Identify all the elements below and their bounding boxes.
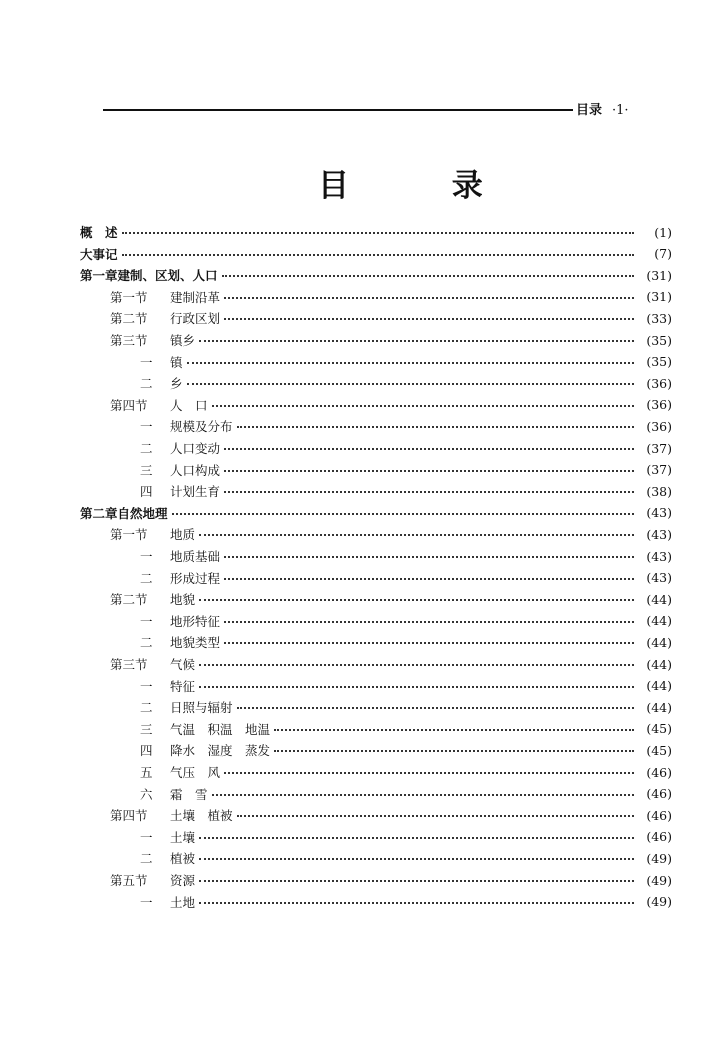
toc-entry[interactable] [140, 352, 672, 372]
toc-entry-title: 自然地理 [117, 505, 168, 521]
toc-entry-number: 二 [140, 635, 153, 651]
toc-entry-title: 概 述 [80, 225, 118, 240]
toc-entry[interactable] [80, 265, 672, 285]
toc-entry-page: (46) [646, 764, 672, 780]
toc-entry[interactable] [140, 481, 672, 501]
toc-entry-title: 人 口 [170, 397, 208, 413]
toc-entry-title: 镇乡 [170, 333, 196, 348]
toc-entry[interactable] [140, 632, 672, 652]
dot-leader [122, 254, 634, 256]
dot-leader [224, 491, 634, 493]
toc-entry[interactable] [140, 827, 672, 847]
toc-entry-number: 第三节 [110, 333, 148, 348]
dot-leader [199, 902, 634, 904]
toc-entry-page: (49) [646, 894, 672, 910]
toc-entry-number: 一 [140, 894, 153, 910]
toc-entry-number: 四 [140, 743, 153, 759]
toc-entry[interactable] [110, 308, 672, 328]
toc-entry-number: 第一节 [110, 527, 148, 543]
toc-entry-title: 土地 [170, 894, 196, 910]
toc-entry-title: 大事记 [80, 246, 118, 262]
toc-entry-number: 第三节 [110, 657, 148, 672]
dot-leader [224, 578, 634, 580]
header-page-number: ·1· [612, 103, 629, 118]
dot-leader [199, 880, 634, 882]
toc-entry[interactable] [140, 892, 672, 912]
toc-entry-page: (44) [646, 678, 672, 694]
toc-entry-page: (43) [646, 570, 672, 586]
toc-entry-page: (1) [654, 224, 672, 240]
toc-entry-number: 二 [140, 441, 153, 456]
toc-entry-number: 一 [140, 678, 153, 694]
dot-leader [224, 448, 634, 450]
toc-entry-page: (46) [646, 786, 672, 802]
toc-entry-page: (43) [646, 505, 672, 521]
toc-entry-title: 资源 [170, 873, 196, 888]
toc-entry-number: 一 [140, 419, 153, 435]
toc-entry-page: (44) [646, 591, 672, 607]
dot-leader [212, 794, 634, 796]
toc-entry-title: 乡 [170, 376, 183, 392]
toc-entry[interactable] [110, 524, 672, 544]
toc-entry[interactable] [140, 438, 672, 458]
toc-entry[interactable] [80, 244, 672, 264]
toc-entry[interactable] [140, 568, 672, 588]
header-section-label: 目录 [576, 103, 603, 118]
toc-entry-number: 二 [140, 570, 153, 586]
toc-entry-page: (45) [646, 742, 672, 758]
toc-entry-page: (35) [646, 332, 672, 348]
toc-entry-page: (45) [646, 721, 672, 737]
dot-leader [187, 362, 634, 364]
dot-leader [199, 599, 634, 601]
toc-entry[interactable] [140, 546, 672, 566]
toc-entry-number: 二 [140, 376, 153, 392]
toc-entry-title: 地质 [170, 527, 196, 543]
toc-entry-page: (44) [646, 656, 672, 672]
toc-entry-title: 地形特征 [170, 613, 221, 629]
toc-entry-title: 地貌 [170, 592, 196, 608]
toc-entry-page: (36) [646, 397, 672, 413]
toc-entry-page: (46) [646, 829, 672, 845]
toc-entry-number: 第二章 [80, 505, 118, 521]
toc-entry-title: 气候 [170, 657, 196, 672]
toc-entry-title: 规模及分布 [170, 419, 233, 435]
dot-leader [224, 470, 634, 472]
toc-entry-title: 植被 [170, 851, 196, 867]
toc-entry-page: (31) [646, 289, 672, 305]
toc-entry-page: (49) [646, 872, 672, 888]
toc-entry-number: 第二节 [110, 592, 148, 608]
toc-entry-title: 行政区划 [170, 311, 221, 327]
toc-entry-title: 降水 湿度 蒸发 [170, 743, 271, 759]
toc-entry-title: 日照与辐射 [170, 700, 233, 716]
toc-entry[interactable] [140, 740, 672, 760]
dot-leader [199, 340, 634, 342]
dot-leader [199, 858, 634, 860]
toc-entry[interactable] [140, 676, 672, 696]
toc-entry[interactable] [140, 460, 672, 480]
toc-entry[interactable] [140, 719, 672, 739]
toc-entry-page: (7) [654, 246, 672, 262]
dot-leader [237, 426, 634, 428]
dot-leader [199, 686, 634, 688]
toc-entry-number: 一 [140, 354, 153, 370]
toc-entry-number: 六 [140, 786, 153, 802]
toc-entry-number: 五 [140, 765, 153, 780]
toc-entry-page: (44) [646, 699, 672, 715]
toc-entry[interactable] [110, 589, 672, 609]
toc-entry-title: 人口变动 [170, 441, 221, 456]
toc-entry-number: 一 [140, 549, 153, 564]
page-title: 目 录 [318, 168, 529, 204]
toc-entry-number: 第五节 [110, 873, 148, 888]
toc-entry-title: 计划生育 [170, 484, 221, 500]
dot-leader [222, 275, 634, 277]
toc-entry[interactable] [110, 805, 672, 825]
toc-entry-title: 霜 雪 [170, 786, 208, 802]
toc-entry-page: (43) [646, 526, 672, 542]
toc-entry-title: 镇 [170, 354, 183, 370]
dot-leader [212, 405, 634, 407]
toc-entry-title: 地质基础 [170, 549, 221, 564]
dot-leader [224, 318, 634, 320]
toc-entry[interactable] [110, 330, 672, 350]
dot-leader [172, 513, 634, 515]
dot-leader [237, 815, 634, 817]
toc-entry-number: 一 [140, 829, 153, 845]
toc-entry-title: 土壤 [170, 829, 196, 845]
toc-entry[interactable] [110, 395, 672, 415]
dot-leader [274, 750, 634, 752]
toc-entry-number: 第一节 [110, 289, 148, 305]
toc-entry-title: 气温 积温 地温 [170, 721, 271, 737]
toc-entry-number: 第一章 [80, 268, 118, 284]
toc-entry[interactable] [140, 611, 672, 631]
toc-entry[interactable] [140, 373, 672, 393]
toc-entry[interactable] [80, 222, 672, 242]
dot-leader [199, 664, 634, 666]
dot-leader [187, 383, 634, 385]
toc-entry-page: (33) [646, 310, 672, 326]
toc-entry[interactable] [140, 762, 672, 782]
toc-entry-page: (49) [646, 850, 672, 866]
toc-entry-page: (36) [646, 375, 672, 391]
dot-leader [224, 642, 634, 644]
dot-leader [122, 232, 634, 234]
dot-leader [199, 837, 634, 839]
toc-entry-number: 一 [140, 613, 153, 629]
toc-entry-number: 第四节 [110, 808, 148, 824]
toc-entry-page: (44) [646, 613, 672, 629]
toc-entry[interactable] [110, 870, 672, 890]
toc-entry-title: 人口构成 [170, 462, 221, 478]
toc-entry-page: (37) [646, 462, 672, 478]
toc-entry-page: (38) [646, 483, 672, 499]
dot-leader [274, 729, 634, 731]
toc-entry[interactable] [140, 416, 672, 436]
toc-entry-page: (37) [646, 440, 672, 456]
toc-entry-number: 二 [140, 851, 153, 867]
dot-leader [224, 297, 634, 299]
toc-entry-page: (46) [646, 807, 672, 823]
toc-entry-number: 三 [140, 462, 153, 478]
dot-leader [224, 556, 634, 558]
toc-entry-title: 气压 风 [170, 765, 221, 780]
toc-entry-title: 建制沿革 [170, 289, 221, 305]
toc-entry[interactable] [140, 784, 672, 804]
toc-entry[interactable] [80, 503, 672, 523]
toc-entry-page: (43) [646, 548, 672, 564]
dot-leader [199, 534, 634, 536]
dot-leader [237, 707, 634, 709]
toc-entry-title: 地貌类型 [170, 635, 221, 651]
toc-entry-page: (44) [646, 634, 672, 650]
toc-entry[interactable] [110, 287, 672, 307]
toc-entry-number: 二 [140, 700, 153, 716]
toc-entry[interactable] [140, 848, 672, 868]
toc-entry-page: (36) [646, 418, 672, 434]
toc-entry-number: 第四节 [110, 397, 148, 413]
header-rule [103, 109, 573, 111]
toc-entry[interactable] [140, 697, 672, 717]
dot-leader [224, 621, 634, 623]
dot-leader [224, 772, 634, 774]
toc-entry-title: 特征 [170, 678, 196, 694]
toc-entry-number: 四 [140, 484, 153, 500]
running-header [576, 99, 629, 118]
toc-entry-number: 第二节 [110, 311, 148, 327]
toc-entry-title: 形成过程 [170, 570, 221, 586]
toc-entry-page: (31) [646, 267, 672, 283]
toc-entry-title: 土壤 植被 [170, 808, 233, 824]
toc-entry-number: 三 [140, 721, 153, 737]
toc-entry-title: 建制、区划、人口 [117, 268, 218, 284]
toc-entry[interactable] [110, 654, 672, 674]
toc-entry-page: (35) [646, 354, 672, 370]
